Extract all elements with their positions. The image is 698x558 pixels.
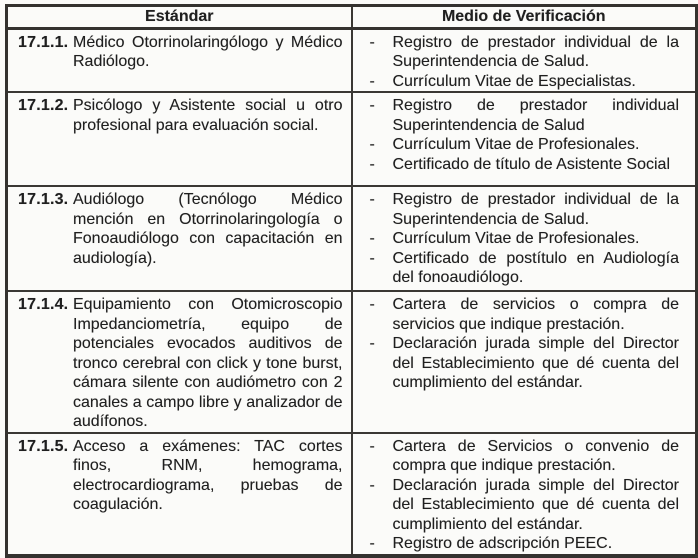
dash-bullet: - (369, 33, 375, 51)
dash-bullet: - (369, 437, 375, 455)
dash-bullet: - (369, 136, 375, 153)
verification-item (353, 229, 696, 249)
verificacion-cell (352, 92, 697, 186)
dash-bullet: - (369, 535, 375, 552)
verification-item (353, 155, 696, 175)
estandar-paragraph (8, 434, 351, 515)
estandar-cell (7, 92, 352, 186)
dash-bullet: - (369, 155, 375, 173)
verification-item (353, 33, 696, 72)
verification-text: Registro de prestador individual Superintendencia de Salud (392, 97, 679, 134)
verificacion-cell (352, 291, 697, 433)
header-estandar: Estándar (7, 6, 352, 29)
verification-item (353, 476, 696, 535)
estandar-text: Acceso a exámenes: TAC cortes finos, RNM, hemograma, electrocardiograma, pruebas de coagulación. (73, 437, 343, 513)
table-row-17-1-5 (7, 433, 697, 556)
verification-list (353, 30, 696, 92)
estandar-paragraph (8, 187, 351, 268)
verification-item (353, 249, 696, 288)
dash-bullet: - (369, 249, 375, 267)
table-row-17-1-3 (7, 186, 697, 291)
row-id: 17.1.1. (18, 33, 69, 51)
verification-text: Registro de prestador individual de la Superintendencia de Salud. (392, 191, 679, 228)
estandar-text: Médico Otorrinolaringólogo y Médico Radiólogo. (73, 33, 343, 70)
verification-item (353, 295, 696, 334)
verification-item (353, 135, 696, 155)
dash-bullet: - (369, 72, 375, 90)
estandar-text: Psicólogo y Asistente social u otro profesional para evaluación social. (73, 97, 343, 134)
dash-bullet: - (369, 191, 375, 208)
verification-item (353, 437, 696, 476)
estandar-cell (7, 433, 352, 556)
estandar-cell (7, 28, 352, 92)
dash-bullet: - (369, 230, 375, 247)
row-id: 17.1.3. (18, 191, 69, 208)
verification-list (353, 434, 696, 554)
verification-list (353, 292, 696, 393)
estandar-paragraph (8, 30, 351, 72)
verification-text: Cartera de servicios o compra de servicios que indique prestación. (392, 296, 679, 333)
verification-item (353, 72, 696, 92)
estandar-cell (7, 291, 352, 433)
verification-text: Declaración jurada simple del Director del Establecimiento que dé cuenta del cumplimiento del estándar. (392, 335, 679, 391)
header-row (7, 6, 697, 29)
verification-item (353, 96, 696, 135)
estandar-paragraph (8, 292, 351, 432)
verification-text: Registro de prestador individual de la Superintendencia de Salud. (392, 33, 679, 70)
estandar-paragraph (8, 93, 351, 135)
verification-item (353, 334, 696, 393)
verification-text: Registro de adscripción PEEC. (392, 535, 613, 552)
dash-bullet: - (369, 296, 375, 313)
verification-text: Certificado de título de Asistente Social (392, 155, 670, 173)
table-row-17-1-1 (7, 28, 697, 92)
table-row-17-1-4 (7, 291, 697, 433)
verification-text: Cartera de Servicios o convenio de compra que indique prestación. (392, 437, 679, 474)
verification-list (353, 93, 696, 174)
row-id: 17.1.2. (18, 97, 69, 114)
verification-text: Currículum Vitae de Profesionales. (392, 136, 640, 153)
dash-bullet: - (369, 476, 375, 494)
verification-text: Currículum Vitae de Especialistas. (392, 72, 636, 90)
verificacion-cell (352, 433, 697, 556)
verification-text: Currículum Vitae de Profesionales. (392, 230, 640, 247)
verification-text: Certificado de postítulo en Audiología del fonoaudiólogo. (392, 249, 679, 286)
row-id: 17.1.5. (18, 437, 69, 455)
dash-bullet: - (369, 335, 375, 352)
standards-table (5, 4, 698, 558)
estandar-text: Audiólogo (Tecnólogo Médico mención en Otorrinolaringología o Fonoaudiólogo con capacitación en audiología). (73, 191, 343, 267)
verification-item (353, 190, 696, 229)
table-row-17-1-2 (7, 92, 697, 186)
verification-item (353, 534, 696, 554)
verification-text: Declaración jurada simple del Director del Establecimiento que dé cuenta del cumplimiento del estándar. (392, 476, 679, 533)
dash-bullet: - (369, 97, 375, 114)
estandar-cell (7, 186, 352, 291)
header-medio-verificacion: Medio de Verificación (352, 6, 697, 29)
estandar-text: Equipamiento con Otomicroscopio Impedanciometría, equipo de potenciales evocados auditivos de tronco cerebral con click y tone burst, cámara silente con audiómetro con 2 canales a campo libre y analizador de audífonos. (73, 296, 343, 430)
verificacion-cell (352, 186, 697, 291)
verificacion-cell (352, 28, 697, 92)
row-id: 17.1.4. (18, 296, 69, 313)
verification-list (353, 187, 696, 288)
